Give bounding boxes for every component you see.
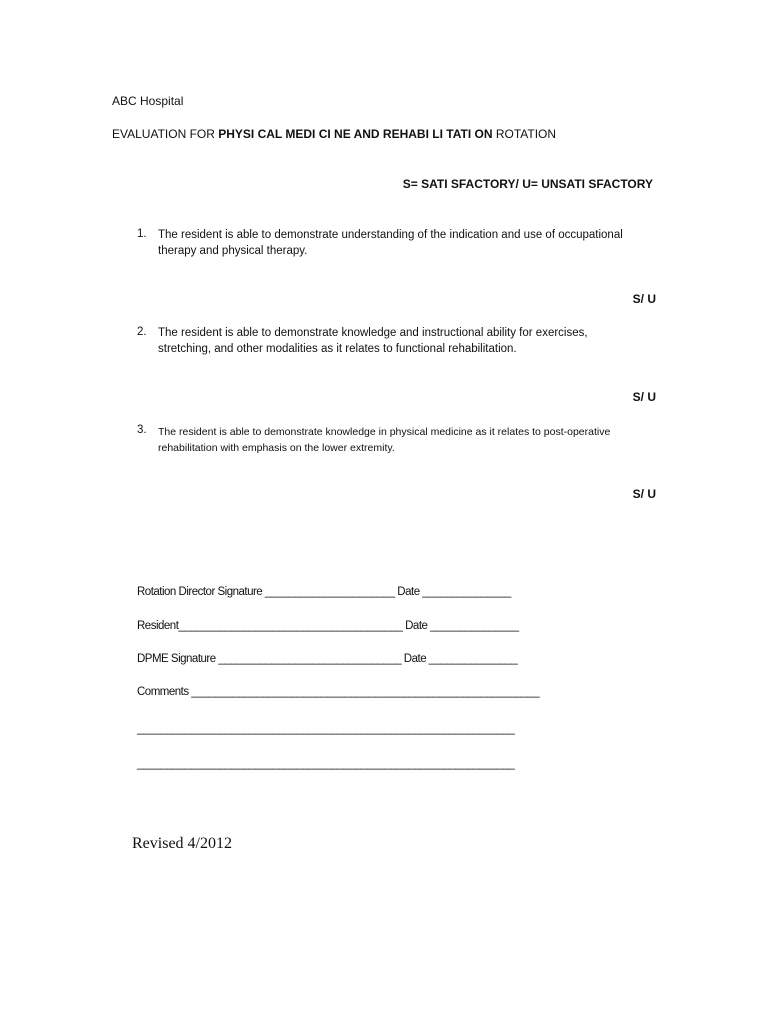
rating-option[interactable]: S/ U xyxy=(632,390,656,404)
title-prefix: EVALUATION FOR xyxy=(112,127,219,141)
question-text: The resident is able to demonstrate knowledge in physical medicine as it relates to post-operative rehabilitation with emphasis on the lower extremity. xyxy=(158,426,611,454)
comments-field[interactable]: Comments ___________________________________________________________ xyxy=(137,686,540,698)
hospital-name: ABC Hospital xyxy=(112,94,184,108)
question-text: The resident is able to demonstrate knowledge and instructional ability for exercises, stretching, and other modalities as it relates to functional rehabilitation. xyxy=(158,327,588,355)
question-number: 3. xyxy=(137,424,147,436)
title-suffix: ROTATION xyxy=(492,127,557,141)
rating-scale-legend: S= SATI SFACTORY/ U= UNSATI SFACTORY xyxy=(402,177,653,191)
question-number: 1. xyxy=(137,228,147,240)
comments-line[interactable]: ________________________________________________________________ xyxy=(137,723,515,735)
question-number: 2. xyxy=(137,326,147,338)
rating-option[interactable]: S/ U xyxy=(632,487,656,501)
title-bold: PHYSI CAL MEDI CI NE AND REHABI LI TATI ON xyxy=(218,127,493,141)
revision-date: Revised 4/2012 xyxy=(132,835,232,852)
rating-option[interactable]: S/ U xyxy=(632,292,656,306)
comments-line[interactable]: ________________________________________________________________ xyxy=(137,758,515,770)
director-signature-field[interactable]: Rotation Director Signature ______________________ Date _______________ xyxy=(137,586,511,598)
dpme-signature-field[interactable]: DPME Signature _______________________________ Date _______________ xyxy=(137,653,518,665)
form-title xyxy=(112,127,556,141)
resident-signature-field[interactable]: Resident______________________________________ Date _______________ xyxy=(137,620,519,632)
question-text: The resident is able to demonstrate understanding of the indication and use of occupational therapy and physical therapy. xyxy=(158,229,623,257)
